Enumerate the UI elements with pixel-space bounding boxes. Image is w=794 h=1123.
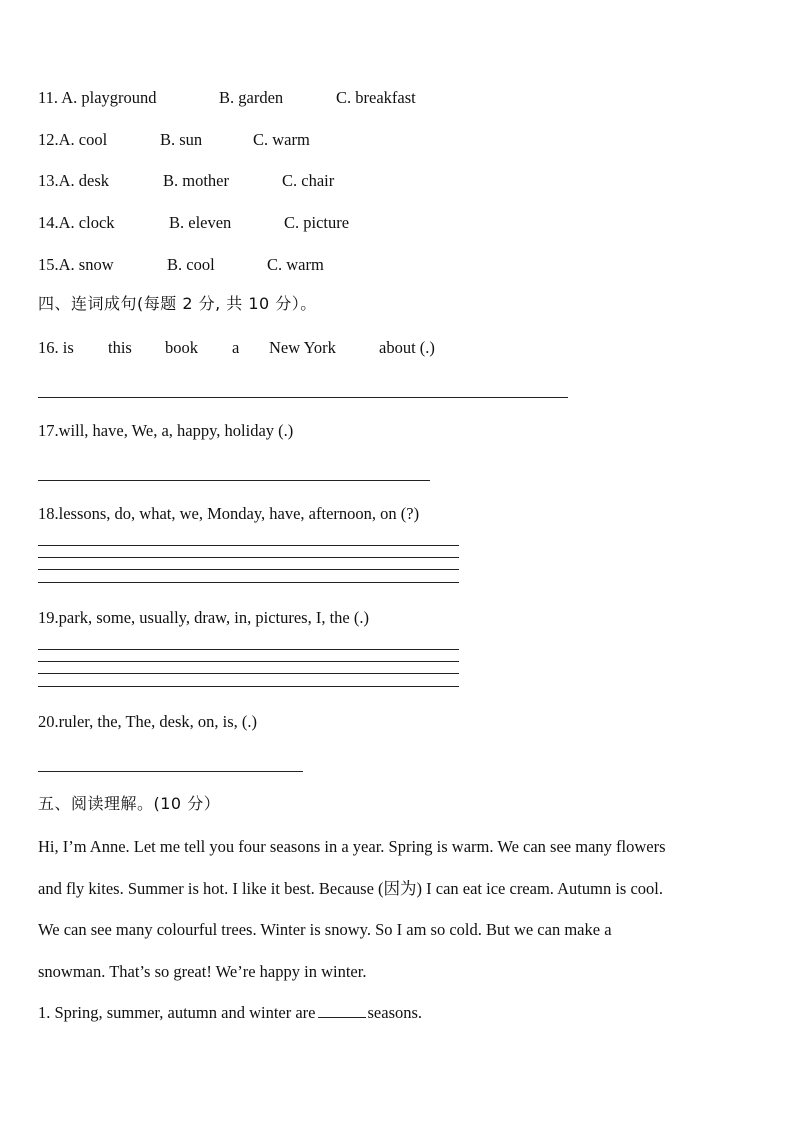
option-b: B. eleven xyxy=(169,213,232,232)
option-a: .A. clock xyxy=(54,213,115,232)
option-c: C. warm xyxy=(267,255,324,274)
question-text: .will, have, We, a, happy, holiday (.) xyxy=(54,421,294,440)
question-text: .park, some, usually, draw, in, pictures, I, the (.) xyxy=(54,608,369,627)
fill-in-blank[interactable] xyxy=(318,1003,366,1018)
question-number: 17 xyxy=(38,421,55,440)
question-20 xyxy=(38,712,257,732)
option-a: .A. cool xyxy=(54,130,108,149)
option-a: .A. snow xyxy=(54,255,114,274)
word: a xyxy=(232,338,240,357)
reading-question-1 xyxy=(38,1003,422,1023)
question-text: .lessons, do, what, we, Monday, have, afternoon, on (?) xyxy=(54,504,420,523)
section-5-heading: 五、阅读理解。(10 分） xyxy=(38,794,221,813)
answer-line[interactable] xyxy=(38,771,303,772)
option-b: B. mother xyxy=(163,171,229,190)
answer-line[interactable] xyxy=(38,582,459,583)
question-number: 16 xyxy=(38,338,55,357)
question-19 xyxy=(38,608,369,628)
option-b: B. sun xyxy=(160,130,203,149)
question-number: 12 xyxy=(38,130,55,149)
option-c: C. picture xyxy=(284,213,350,232)
question-number: 19 xyxy=(38,608,55,627)
word: . is xyxy=(54,338,74,357)
answer-line[interactable] xyxy=(38,569,459,570)
answer-line[interactable] xyxy=(38,686,459,687)
question-text-end: seasons. xyxy=(367,1003,423,1022)
question-16 xyxy=(38,338,758,358)
option-a: .A. desk xyxy=(54,171,110,190)
answer-line[interactable] xyxy=(38,649,459,650)
question-number: 13 xyxy=(38,171,55,190)
answer-line[interactable] xyxy=(38,557,459,558)
option-c: C. warm xyxy=(253,130,310,149)
option-a: . A. playground xyxy=(53,88,157,107)
question-number: 15 xyxy=(38,255,55,274)
passage-line: We can see many colourful trees. Winter is snowy. So I am so cold. But we can make a xyxy=(38,920,612,939)
question-13 xyxy=(38,171,758,191)
question-number: 11 xyxy=(38,88,54,107)
word: this xyxy=(108,338,132,357)
word: New York xyxy=(269,338,336,357)
word: about (.) xyxy=(379,338,435,357)
answer-line[interactable] xyxy=(38,397,568,398)
question-11 xyxy=(38,88,758,108)
question-12 xyxy=(38,130,758,150)
question-number: 20 xyxy=(38,712,55,731)
answer-line[interactable] xyxy=(38,661,459,662)
passage-line: and fly kites. Summer is hot. I like it best. Because (因为) I can eat ice cream. Autumn is cool. xyxy=(38,879,664,898)
option-b: B. cool xyxy=(167,255,215,274)
question-text: 1. Spring, summer, autumn and winter are xyxy=(38,1003,316,1022)
section-4-heading: 四、连词成句(每题 2 分, 共 10 分）。 xyxy=(38,294,317,313)
question-14 xyxy=(38,213,758,233)
question-18 xyxy=(38,504,419,524)
answer-line[interactable] xyxy=(38,545,459,546)
answer-line[interactable] xyxy=(38,673,459,674)
question-number: 14 xyxy=(38,213,55,232)
word: book xyxy=(165,338,198,357)
passage-line: Hi, I’m Anne. Let me tell you four seasons in a year. Spring is warm. We can see many flowers xyxy=(38,837,666,856)
option-c: C. breakfast xyxy=(336,88,416,107)
passage-line: snowman. That’s so great! We’re happy in winter. xyxy=(38,962,367,981)
answer-line[interactable] xyxy=(38,480,430,481)
question-17 xyxy=(38,421,293,441)
question-text: .ruler, the, The, desk, on, is, (.) xyxy=(54,712,257,731)
question-number: 18 xyxy=(38,504,55,523)
option-c: C. chair xyxy=(282,171,335,190)
question-15 xyxy=(38,255,758,275)
option-b: B. garden xyxy=(219,88,284,107)
